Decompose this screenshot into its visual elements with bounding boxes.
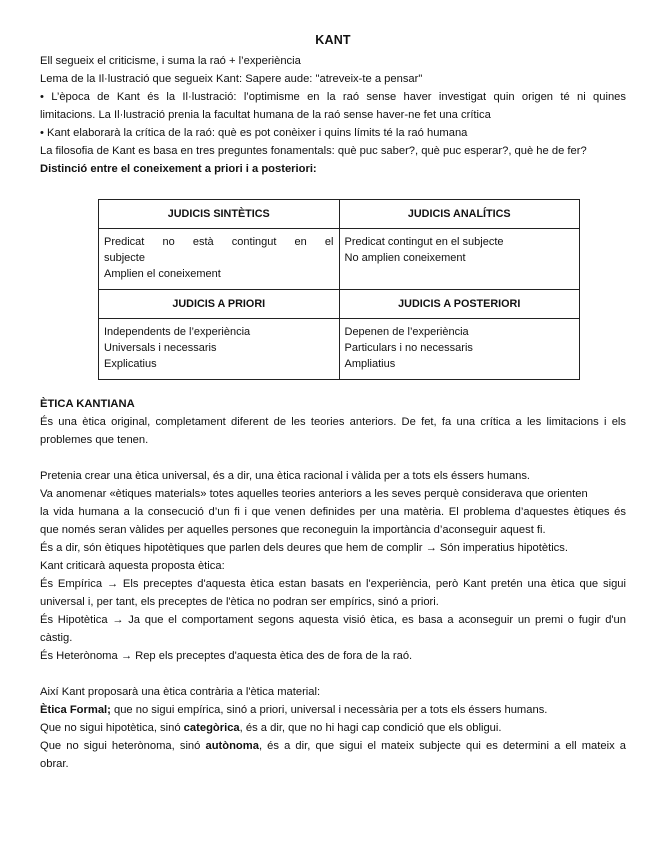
formal-ethics-term: Ètica Formal; <box>40 704 111 716</box>
cell-line: Amplien el coneixement <box>104 268 221 280</box>
table-cell <box>339 319 580 380</box>
bullet-line: limitacions. La Il·lustració prenia la facultat humana de la raó sense haver-ne fet una crítica <box>40 109 491 121</box>
paragraph-line <box>40 721 626 735</box>
bullet-line: • L’època de Kant és la Il·lustració: l’optimisme en la raó sense haver investigat quin origen té ni quines <box>40 91 626 103</box>
questions-line: La filosofia de Kant es basa en tres preguntes fonamentals: què puc saber?, què puc esperar?, què he de fer? <box>40 145 587 157</box>
table-header-cell: JUDICIS A PRIORI <box>99 290 340 319</box>
table-cell <box>99 319 340 380</box>
cell-line: Ampliatius <box>344 358 396 370</box>
paragraph-line: És a dir, són ètiques hipotètiques que parlen dels deures que hem de complir → Són imperatius hipotètics. <box>40 542 568 554</box>
intro-line: Ell segueix el criticisme, i suma la raó + l’experiència <box>40 55 301 67</box>
paragraph-line: càstig. <box>40 632 73 644</box>
cell-line: Depenen de l’experiència <box>344 326 469 338</box>
section-heading: ÈTICA KANTIANA <box>40 398 135 410</box>
cell-line: Predicat no està contingut en el <box>104 236 334 248</box>
paragraph-line: Kant criticarà aquesta proposta ètica: <box>40 560 225 572</box>
page-title: KANT <box>315 33 351 47</box>
judgements-table <box>98 199 580 380</box>
paragraph-line: la vida humana a la consecució d’un fi i que venen definides per una matèria. El problema d’aquestes ètiques és <box>40 506 626 518</box>
paragraph-text: que no sigui empírica, sinó a priori, universal i necessària per a tots els éssers humans. <box>110 704 548 716</box>
table-row <box>99 319 580 380</box>
paragraph-line: És una ètica original, completament diferent de les teories anteriors. De fet, fa una crítica a les limitacions i els <box>40 416 626 428</box>
distinction-heading: Distinció entre el coneixement a priori i a posteriori: <box>40 163 317 175</box>
intro-line: Lema de la Il·lustració que segueix Kant: Sapere aude: "atreveix-te a pensar" <box>40 73 423 85</box>
autonomous-term: autònoma <box>205 740 259 752</box>
paragraph-text: Que no sigui heterònoma, sinó <box>40 740 206 752</box>
table-row <box>99 229 580 290</box>
paragraph-line: Pretenia crear una ètica universal, és a dir, una ètica racional i vàlida per a tots els éssers humans. <box>40 470 531 482</box>
paragraph-line <box>40 703 626 717</box>
categorical-term: categòrica <box>183 722 240 734</box>
paragraph-line <box>40 739 626 753</box>
bullet-line: • Kant elaborarà la crítica de la raó: què es pot conèixer i quins límits té la raó humana <box>40 127 468 139</box>
cell-line: No amplien coneixement <box>344 252 466 264</box>
table-header-cell: JUDICIS SINTÈTICS <box>99 200 340 229</box>
table-header-cell: JUDICIS ANALÍTICS <box>339 200 580 229</box>
paragraph-line: És Heterònoma → Rep els preceptes d'aquesta ètica des de fora de la raó. <box>40 650 413 662</box>
cell-line: Independents de l’experiència <box>104 326 251 338</box>
paragraph-line: Va anomenar «ètiques materials» totes aquelles teories anteriors a les seves perquè considerava que orienten <box>40 488 588 500</box>
cell-line: Explicatius <box>104 358 157 370</box>
cell-line: Particulars i no necessaris <box>344 342 473 354</box>
table-header-row <box>99 200 580 229</box>
paragraph-text: , és a dir, que sigui el mateix subjecte qui es determini a ell mateix a <box>258 740 626 752</box>
table-cell <box>339 229 580 290</box>
cell-line: subjecte <box>104 252 145 264</box>
paragraph-line: Així Kant proposarà una ètica contrària a l'ètica material: <box>40 686 321 698</box>
table-header-cell: JUDICIS A POSTERIORI <box>339 290 580 319</box>
paragraph-line: que només seran vàlides per aquelles persones que reconeguin la importància d’aconseguir aquest fi. <box>40 524 546 536</box>
paragraph-line: obrar. <box>40 758 69 770</box>
paragraph-line: És Empírica → Els preceptes d'aquesta ètica estan basats en l'experiència, però Kant pretén una ètica que sigui <box>40 578 626 590</box>
paragraph-text: Que no sigui hipotètica, sinó <box>40 722 184 734</box>
paragraph-line: universal i, per tant, els preceptes de l'ètica no podran ser empírics, sinó a priori. <box>40 596 439 608</box>
cell-line: Universals i necessaris <box>104 342 217 354</box>
table-cell <box>99 229 340 290</box>
paragraph-line: problemes que tenen. <box>40 434 149 446</box>
table-header-row <box>99 290 580 319</box>
paragraph-line: És Hipotètica → Ja que el comportament segons aquesta visió ètica, es basa a aconseguir un premi o fugir d'un <box>40 614 626 626</box>
paragraph-text: , és a dir, que no hi hagi cap condició que els obligui. <box>239 722 502 734</box>
cell-line: Predicat contingut en el subjecte <box>344 236 504 248</box>
